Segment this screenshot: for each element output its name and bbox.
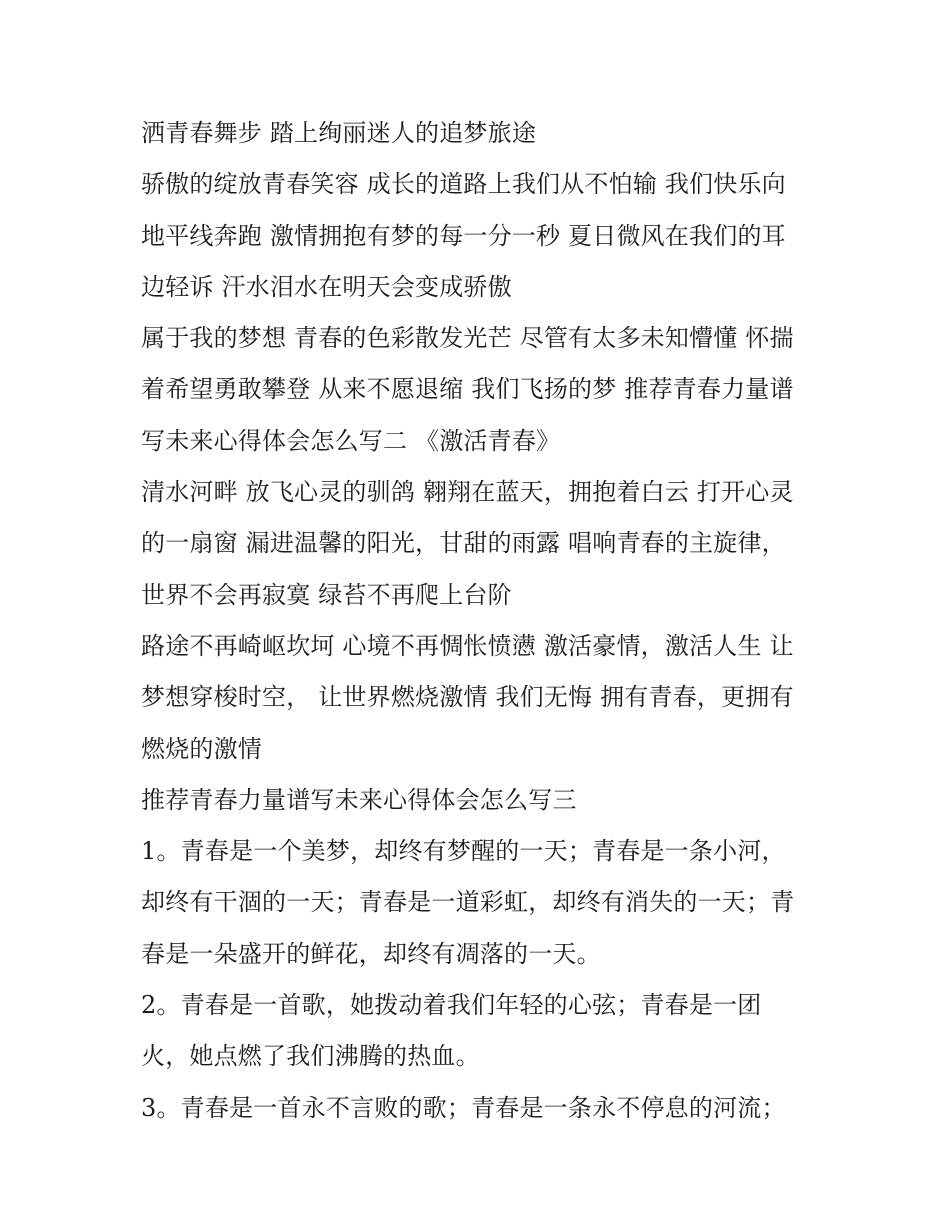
text-line: 洒青春舞步 踏上绚丽迷人的追梦旅途 xyxy=(141,119,537,147)
text-line: 骄傲的绽放青春笑容 成长的道路上我们从不怕输 我们快乐向 xyxy=(141,170,786,199)
list-item-line: 2。青春是一首歌，她拨动着我们年轻的心弦；青春是一团 xyxy=(141,991,762,1020)
section-heading: 推荐青春力量谱写未来心得体会怎么写三 xyxy=(141,785,577,814)
text-line: 边轻诉 汗水泪水在明天会变成骄傲 xyxy=(141,272,512,301)
text-line: 属于我的梦想 青春的色彩散发光芒 尽管有太多未知懵懂 怀揣 xyxy=(141,324,794,353)
list-item-line: 3。青春是一首永不言败的歌；青春是一条永不停息的河流； xyxy=(141,1093,786,1122)
text-line: 路途不再崎岖坎坷 心境不再惆怅愤懑 激活豪情，激活人生 让 xyxy=(141,631,794,660)
list-item-line: 却终有干涸的一天；青春是一道彩虹，却终有消失的一天；青 xyxy=(141,888,795,917)
section-heading: 写未来心得体会怎么写二 《激活青春》 xyxy=(141,426,561,455)
document-body xyxy=(141,108,821,1134)
text-line: 地平线奔跑 激情拥抱有梦的每一分一秒 夏日微风在我们的耳 xyxy=(141,221,786,250)
list-item-line: 春是一朵盛开的鲜花，却终有凋落的一天。 xyxy=(141,939,601,968)
text-line: 世界不会再寂寞 绿苔不再爬上台阶 xyxy=(141,580,512,609)
text-line: 着希望勇敢攀登 从来不愿退缩 我们飞扬的梦 推荐青春力量谱 xyxy=(141,375,794,404)
text-line: 的一扇窗 漏进温馨的阳光，甘甜的雨露 唱响青春的主旋律， xyxy=(141,529,786,558)
text-line: 梦想穿梭时空， 让世界燃烧激情 我们无悔 拥有青春，更拥有 xyxy=(141,683,794,712)
text-line: 燃烧的激情 xyxy=(141,734,262,763)
list-item-line: 1。青春是一个美梦，却终有梦醒的一天；青春是一条小河， xyxy=(141,837,786,866)
list-item-line: 火，她点燃了我们沸腾的热血。 xyxy=(141,1042,480,1071)
text-line: 清水河畔 放飞心灵的驯鸽 翱翔在蓝天，拥抱着白云 打开心灵 xyxy=(141,478,794,507)
